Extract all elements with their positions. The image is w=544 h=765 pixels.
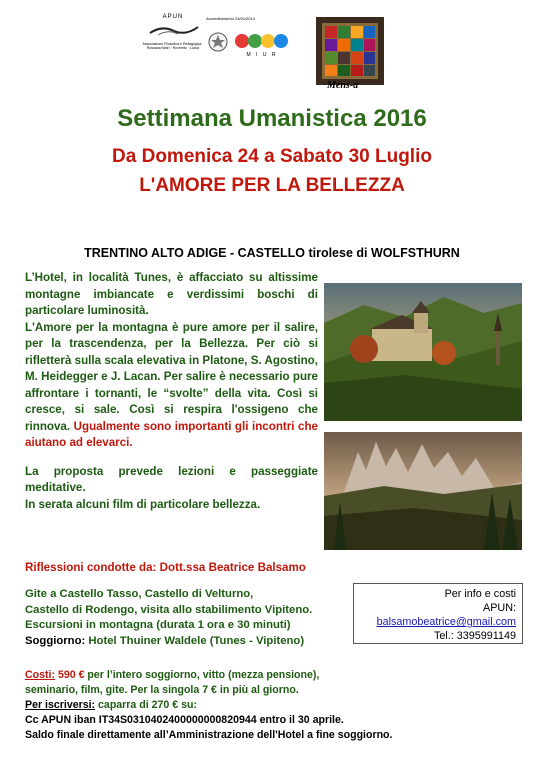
stay-value: Hotel Thuiner Waldele (Tunes - Vipiteno): [85, 634, 305, 647]
costs-line-1: [25, 668, 525, 683]
contact-box: [353, 583, 523, 644]
films-paragraph: In serata alcuni film di particolare bellezza.: [25, 497, 261, 511]
love-mountain-paragraph: [25, 320, 318, 452]
miur-logo: [206, 16, 294, 62]
apun-logo-title: APUN: [162, 14, 184, 20]
stay-line: [25, 634, 345, 650]
info-heading: Per info e costi: [444, 588, 516, 600]
costs-section: [25, 668, 525, 743]
event-dates: Da Domenica 24 a Sabato 30 Luglio: [112, 146, 432, 167]
proposal-paragraph: La proposta prevede lezioni e passeggiate meditative.: [25, 464, 318, 494]
love-mountain-text: L'Amore per la montagna è pure amore per il salire, per la trascendenza, per la Bellezza. Per ciò si rifletterà sulla scala elevativa in Platone, S. Agostino, M. Heidegger e J. Lacan. Per salire è necessario pure affrontare i tornanti, le “svolte” della vita. Così si cresce, si sale. Così si respira l'ossigeno che rinnova.: [25, 320, 318, 433]
iban-line: Cc APUN iban IT34S0310402400000000820944 entro il 30 aprile.: [25, 714, 344, 726]
costs-rest: per l’intero soggiorno, vitto (mezza pensione),: [84, 669, 320, 681]
excursions-line-3: Escursioni in montagna (durata 1 ora e 30 minuti): [25, 619, 291, 631]
miur-caption: Accreditamento 23/01/2014: [206, 16, 255, 21]
contact-phone: Tel.: 3395991149: [433, 630, 516, 642]
encounters-text: Ugualmente sono importanti gli incontri che aiutano ad elevarci.: [25, 419, 318, 449]
republic-emblem-icon: [208, 30, 228, 54]
contact-email-link[interactable]: balsamobeatrice@gmail.com: [376, 616, 516, 628]
led-by-text: Riflessioni condotte da: Dott.ssa Beatrice Balsamo: [25, 561, 306, 574]
description-text: [25, 270, 318, 513]
register-label: Per iscriversi:: [25, 699, 96, 711]
register-line: [25, 698, 525, 713]
stay-label: Soggiorno:: [25, 634, 86, 647]
costs-label: Costi:: [25, 669, 56, 681]
excursions-text: [25, 587, 345, 649]
costs-line-2: seminario, film, gite. Per la singola 7 € in più al giorno.: [25, 684, 299, 696]
location-heading: TRENTINO ALTO ADIGE - CASTELLO tirolese di WOLFSTHURN: [84, 246, 460, 260]
excursions-line-2: Castello di Rodengo, visita allo stabilimento Vipiteno.: [25, 603, 313, 616]
miur-badge-text: M I U R: [246, 52, 278, 58]
apun-logo-mark: [148, 23, 200, 37]
costs-amount: 590 €: [55, 669, 85, 681]
hotel-paragraph: L’Hotel, in località Tunes, è affacciato su altissime montagne imbiancate e verdissimi boschi di particolare luminosità.: [25, 271, 318, 317]
event-theme: L'AMORE PER LA BELLEZZA: [139, 175, 405, 196]
final-payment-line: Saldo finale direttamente all’Amministrazione dell'Hotel a fine soggiorno.: [25, 729, 393, 741]
excursions-line-1: Gite a Castello Tasso, Castello di Velturno,: [25, 588, 254, 600]
main-title: Settimana Umanistica 2016: [117, 105, 427, 132]
castle-photo: [324, 283, 522, 421]
info-org: APUN:: [483, 602, 516, 614]
register-rest: caparra di 270 € su:: [95, 699, 197, 711]
apun-logo-subtitle: Associazione Filosofica e Pedagogica · Rossana Nistri · Rovereto · Lucca: [142, 42, 204, 50]
mens-a-label: Mens-a: [327, 80, 359, 91]
miur-badge: [234, 32, 290, 50]
apun-logo: [142, 14, 204, 66]
dolomites-photo: [324, 432, 522, 550]
